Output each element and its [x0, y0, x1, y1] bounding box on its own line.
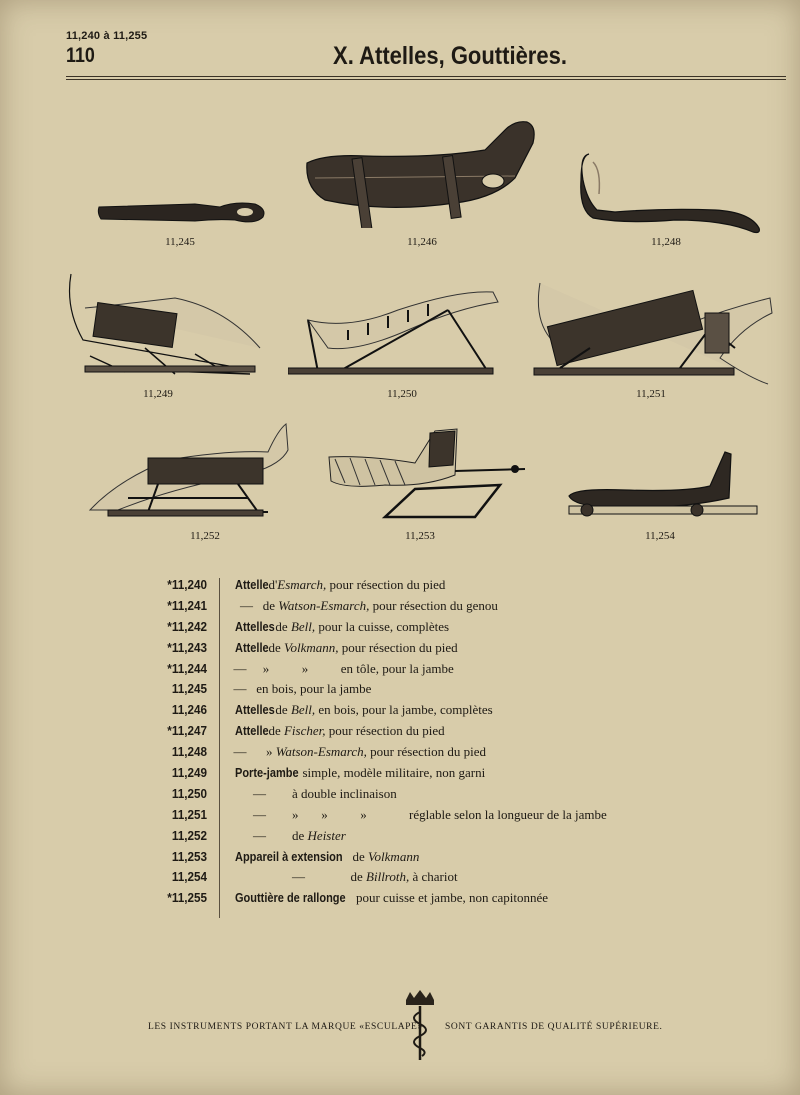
item-number: 11,254	[171, 869, 207, 885]
list-item	[120, 679, 720, 700]
list-item	[120, 596, 720, 617]
item-bold-text: Attelle	[235, 724, 269, 739]
item-ital-text: Esmarch,	[277, 577, 327, 592]
item-ital-text: Volkmann	[368, 848, 420, 864]
item-pre-text: — » » » réglable selon la longueur de la jambe	[227, 806, 607, 822]
item-list	[120, 575, 720, 909]
list-item	[120, 638, 720, 659]
item-description	[227, 784, 397, 805]
item-ital-text: Billroth,	[366, 869, 410, 885]
item-pre-text: — de	[227, 869, 367, 885]
item-description	[235, 763, 485, 784]
item-bold-text: Attelle	[235, 578, 269, 592]
item-rest-text: en bois, pour la jambe, complètes	[315, 702, 493, 718]
item-description	[235, 617, 449, 638]
figure-label: 11,254	[645, 530, 675, 542]
item-ital-text: Fischer,	[283, 723, 326, 739]
item-bold-text: Gouttière de rallonge	[235, 891, 346, 906]
item-number: *11,247	[167, 723, 207, 739]
splint-icon	[95, 195, 270, 230]
item-number: 11,245	[171, 681, 207, 697]
item-bold-text: Attelle	[235, 640, 269, 655]
item-description	[227, 805, 607, 826]
item-pre-text: de	[272, 618, 291, 634]
item-rest-text: pour résection du pied	[338, 639, 458, 655]
item-number: 11,250	[171, 785, 207, 801]
item-pre-text: pour cuisse et jambe, non capitonnée	[352, 890, 549, 906]
item-rest-text: pour résection du pied	[366, 744, 487, 760]
item-ital-text: Bell,	[290, 702, 316, 718]
item-rest-text: pour la cuisse, complètes	[315, 618, 450, 634]
figure-label: 11,245	[165, 236, 195, 248]
leg-rest-icon	[65, 268, 265, 380]
gutter-chariot-icon	[565, 448, 760, 523]
list-item	[120, 659, 720, 680]
item-description	[227, 659, 454, 680]
item-number: 11,248	[171, 744, 207, 760]
item-number: *11,242	[167, 618, 207, 634]
item-number: 11,252	[171, 827, 207, 843]
item-pre-text: — de	[227, 827, 308, 843]
list-item	[120, 888, 720, 909]
heister-leg-rest-icon	[88, 420, 293, 522]
item-ital-text: Watson-Esmarch,	[275, 744, 367, 760]
list-item	[120, 763, 720, 784]
item-pre-text: de	[272, 702, 291, 718]
item-rest-text: à chariot	[409, 869, 458, 885]
item-number: *11,240	[167, 577, 207, 592]
list-item	[120, 784, 720, 805]
footer-right-text: SONT GARANTIS DE QUALITÉ SUPÉRIEURE.	[445, 1022, 663, 1032]
item-description	[227, 742, 487, 763]
item-bold-text: Attelles	[235, 619, 275, 634]
list-item	[120, 847, 720, 868]
item-pre-text: — »	[227, 744, 276, 760]
header-rule	[66, 76, 786, 77]
item-description	[227, 826, 346, 847]
item-pre-text: de	[265, 639, 284, 655]
item-bold-text: Appareil à extension	[235, 849, 343, 864]
figure-label: 11,248	[651, 236, 681, 248]
item-rest-text: pour résection du genou	[369, 597, 498, 613]
list-item	[120, 867, 720, 888]
item-description	[227, 596, 498, 617]
item-number: 11,253	[171, 848, 207, 864]
list-item	[120, 700, 720, 721]
item-pre-text: — à double inclinaison	[227, 785, 397, 801]
footer-left-text: LES INSTRUMENTS PORTANT LA MARQUE «ESCULAPE»	[148, 1022, 423, 1032]
item-pre-text: de	[265, 723, 284, 739]
page-range: 11,240 à 11,255	[66, 30, 148, 42]
item-ital-text: Watson-Esmarch,	[278, 597, 370, 613]
item-description	[227, 679, 372, 700]
adjustable-leg-rest-icon	[530, 268, 775, 386]
item-rest-text: pour résection du pied	[326, 577, 446, 592]
item-pre-text: — de	[227, 597, 279, 613]
item-number: *11,244	[167, 660, 207, 676]
list-item	[120, 826, 720, 847]
item-pre-text: de	[349, 848, 369, 864]
figure-label: 11,246	[407, 236, 437, 248]
item-pre-text: — » » en tôle, pour la jambe	[227, 660, 454, 676]
list-item	[120, 805, 720, 826]
figure-label: 11,253	[405, 530, 435, 542]
page-title: X. Attelles, Gouttières.	[333, 42, 567, 70]
double-incline-icon	[288, 280, 503, 380]
foot-splint-icon	[575, 150, 765, 240]
item-description	[235, 638, 458, 659]
extension-apparatus-icon	[325, 425, 530, 523]
esculape-caduceus-crown-icon	[402, 990, 438, 1067]
item-description	[235, 847, 419, 868]
list-item	[120, 617, 720, 638]
header-rule	[66, 79, 786, 80]
figure-label: 11,250	[387, 388, 417, 400]
item-number: 11,246	[171, 702, 207, 718]
item-number: *11,243	[167, 639, 207, 655]
item-description	[235, 888, 548, 909]
list-item	[120, 742, 720, 763]
item-number: 11,249	[171, 765, 207, 781]
item-number: 11,251	[171, 806, 207, 822]
item-bold-text: Attelles	[235, 703, 275, 718]
list-item	[120, 721, 720, 742]
item-pre-text: simple, modèle militaire, non garni	[299, 765, 486, 781]
item-number: *11,255	[167, 890, 207, 906]
item-pre-text: — en bois, pour la jambe	[227, 681, 372, 697]
list-item	[120, 575, 720, 596]
item-ital-text: Volkmann,	[283, 639, 339, 655]
item-rest-text: pour résection du pied	[325, 723, 445, 739]
item-description	[235, 721, 445, 742]
figure-label: 11,251	[636, 388, 666, 400]
item-ital-text: Bell,	[290, 618, 316, 634]
item-description	[227, 867, 458, 888]
page-number: 110	[66, 44, 95, 67]
item-description	[235, 700, 493, 721]
item-ital-text: Heister	[307, 827, 346, 843]
item-pre-text: d'	[265, 577, 278, 592]
item-bold-text: Porte-jambe	[235, 766, 299, 781]
leg-splint-icon	[305, 118, 540, 228]
item-number: *11,241	[167, 597, 207, 613]
figure-label: 11,249	[143, 388, 173, 400]
figure-label: 11,252	[190, 530, 220, 542]
item-description	[235, 575, 445, 596]
